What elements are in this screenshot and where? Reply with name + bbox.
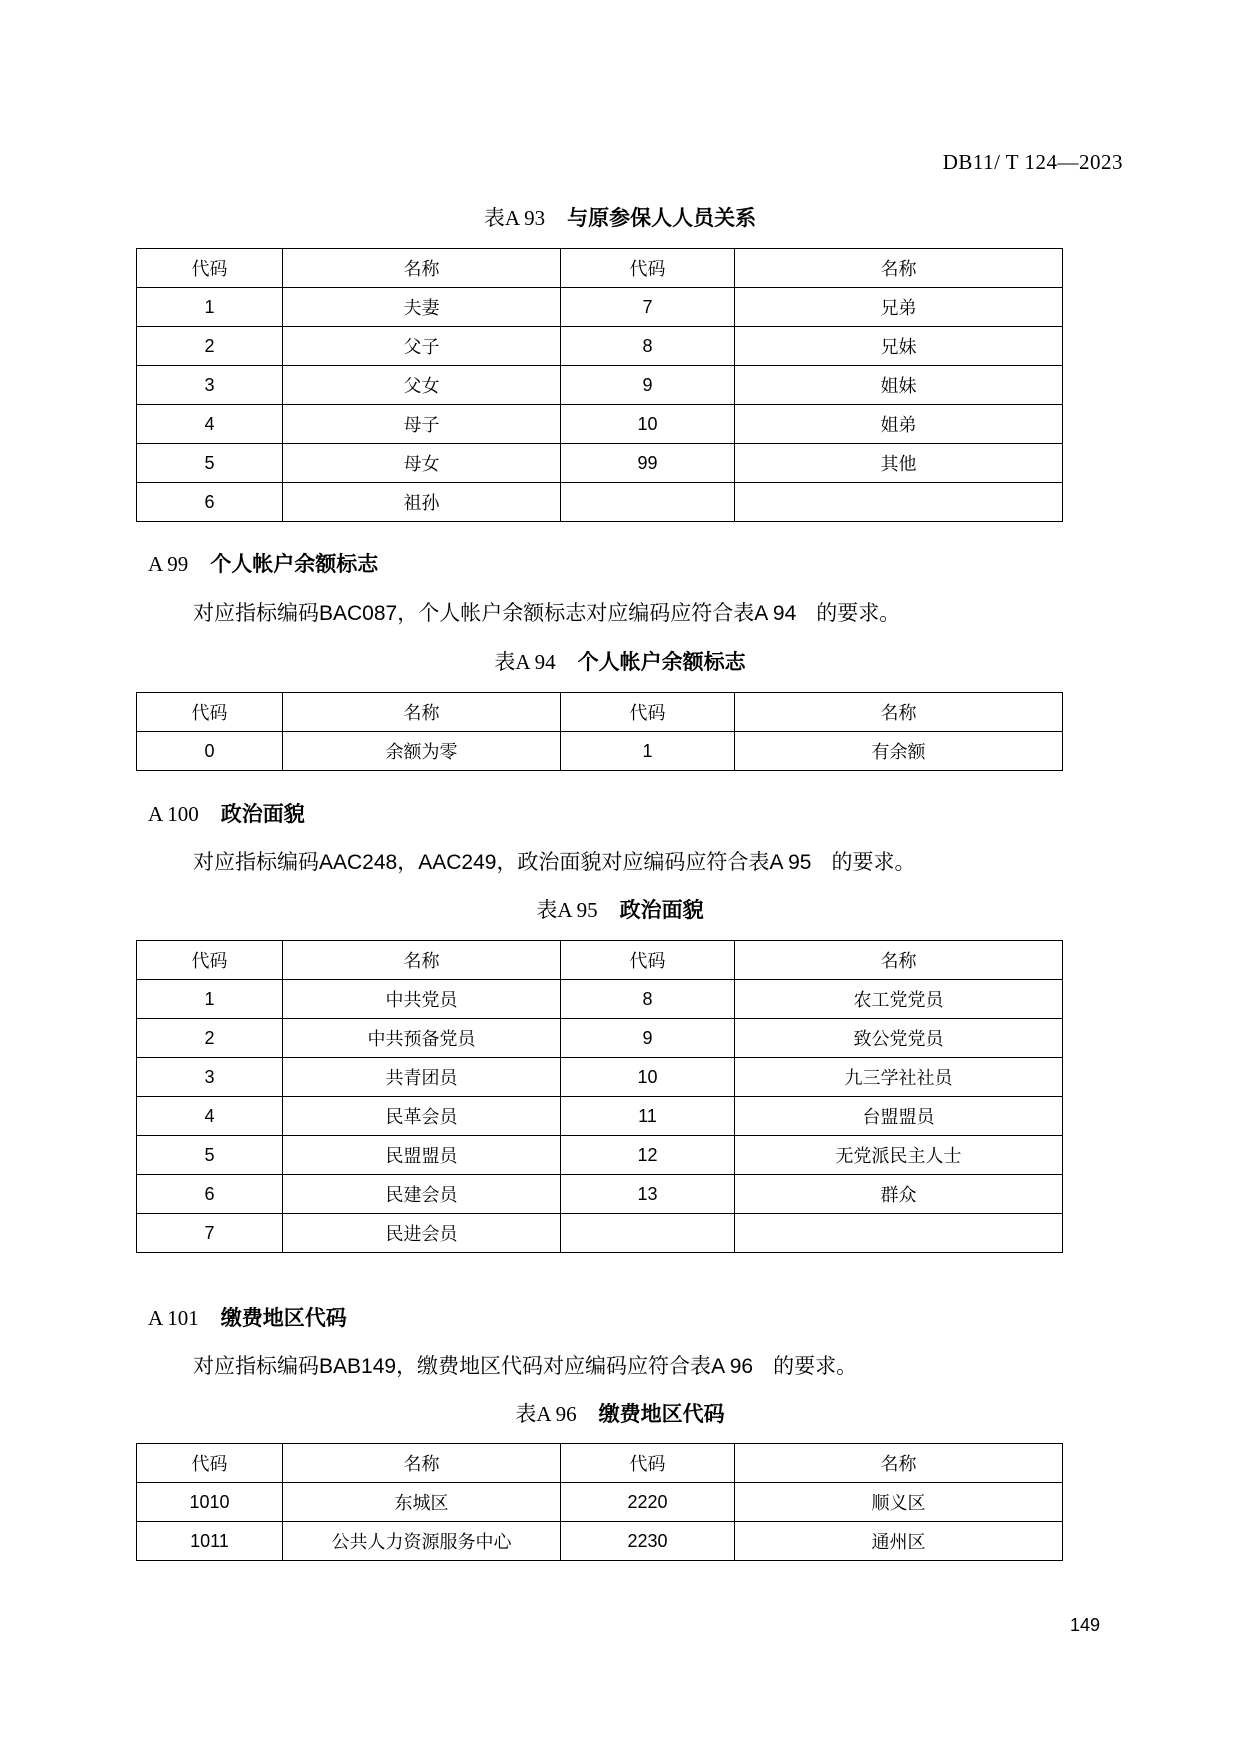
- table-row: [137, 1214, 1063, 1253]
- para-text: 对应指标编码: [193, 601, 319, 625]
- code-cell: 代码: [561, 1444, 735, 1483]
- table-95-caption: [0, 894, 1240, 924]
- table-row: [137, 483, 1063, 522]
- table-ref: A 95: [769, 851, 812, 874]
- name-cell: 中共预备党员: [283, 1019, 561, 1058]
- table-93: [136, 248, 1063, 522]
- name-cell: 其他: [735, 444, 1063, 483]
- code-cell: 0: [137, 732, 283, 771]
- paragraph-a100: [193, 846, 916, 876]
- name-cell: 名称: [283, 941, 561, 980]
- code-cell: 2: [137, 327, 283, 366]
- caption-number: 表A 94: [494, 650, 556, 674]
- document-header: DB11/ T 124—2023: [942, 150, 1123, 174]
- name-cell: 无党派民主人士: [735, 1136, 1063, 1175]
- table-header-row: [137, 941, 1063, 980]
- name-cell: 姐弟: [735, 405, 1063, 444]
- code-cell: 8: [561, 327, 735, 366]
- para-text: ，个人帐户余额标志对应编码应符合表: [397, 601, 755, 625]
- code-cell: 5: [137, 444, 283, 483]
- code-cell: 6: [137, 1175, 283, 1214]
- table-row: [137, 1522, 1063, 1561]
- indicator-code: AAC248，AAC249: [319, 851, 497, 874]
- name-cell: 兄弟: [735, 288, 1063, 327]
- section-title: 政治面貌: [220, 802, 305, 826]
- name-cell: 台盟盟员: [735, 1097, 1063, 1136]
- name-cell: 父女: [283, 366, 561, 405]
- table-row: [137, 1058, 1063, 1097]
- table-ref: A 96: [711, 1355, 754, 1378]
- code-cell: 7: [561, 288, 735, 327]
- code-cell: 代码: [137, 941, 283, 980]
- code-cell: 1: [561, 732, 735, 771]
- name-cell: 父子: [283, 327, 561, 366]
- table-row: [137, 1175, 1063, 1214]
- table-row: [137, 1097, 1063, 1136]
- para-text: 的要求。: [831, 850, 916, 874]
- para-text: 的要求。: [773, 1354, 858, 1378]
- para-text: 对应指标编码: [193, 850, 319, 874]
- code-cell: 99: [561, 444, 735, 483]
- table-row: [137, 444, 1063, 483]
- table-row: [137, 288, 1063, 327]
- code-cell: 13: [561, 1175, 735, 1214]
- table-row: [137, 980, 1063, 1019]
- name-cell: 农工党党员: [735, 980, 1063, 1019]
- table-row: [137, 366, 1063, 405]
- table-row: [137, 1483, 1063, 1522]
- code-cell: 代码: [561, 941, 735, 980]
- code-cell: 代码: [137, 693, 283, 732]
- name-cell: 夫妻: [283, 288, 561, 327]
- table-ref: A 94: [754, 602, 797, 625]
- table-row: [137, 327, 1063, 366]
- name-cell: 兄妹: [735, 327, 1063, 366]
- code-cell: 代码: [137, 1444, 283, 1483]
- code-cell: 9: [561, 1019, 735, 1058]
- table-row: [137, 405, 1063, 444]
- table-header-row: [137, 693, 1063, 732]
- para-text: 对应指标编码: [193, 1354, 319, 1378]
- name-cell: 中共党员: [283, 980, 561, 1019]
- code-cell: 7: [137, 1214, 283, 1253]
- section-number: A 100: [148, 802, 199, 826]
- code-cell: 2: [137, 1019, 283, 1058]
- section-heading-a99: [148, 548, 378, 578]
- paragraph-a99: [193, 597, 900, 627]
- table-94: [136, 692, 1063, 771]
- table-row: [137, 1136, 1063, 1175]
- name-cell: 九三学社社员: [735, 1058, 1063, 1097]
- name-cell: 名称: [283, 249, 561, 288]
- caption-number: 表A 93: [483, 206, 546, 230]
- name-cell: 母子: [283, 405, 561, 444]
- code-cell: [561, 1214, 735, 1253]
- code-cell: 12: [561, 1136, 735, 1175]
- code-cell: 4: [137, 405, 283, 444]
- code-cell: 8: [561, 980, 735, 1019]
- name-cell: 民革会员: [283, 1097, 561, 1136]
- code-cell: 9: [561, 366, 735, 405]
- section-number: A 101: [148, 1306, 199, 1330]
- code-cell: 代码: [561, 693, 735, 732]
- name-cell: 致公党党员: [735, 1019, 1063, 1058]
- name-cell: 共青团员: [283, 1058, 561, 1097]
- name-cell: 名称: [735, 693, 1063, 732]
- name-cell: 民进会员: [283, 1214, 561, 1253]
- table-95: [136, 940, 1063, 1253]
- name-cell: 姐妹: [735, 366, 1063, 405]
- caption-title: 与原参保人人员关系: [567, 206, 757, 230]
- code-cell: 代码: [561, 249, 735, 288]
- indicator-code: BAB149: [319, 1355, 397, 1378]
- code-cell: 3: [137, 366, 283, 405]
- code-cell: 2220: [561, 1483, 735, 1522]
- name-cell: 顺义区: [735, 1483, 1063, 1522]
- code-cell: 1011: [137, 1522, 283, 1561]
- name-cell: 祖孙: [283, 483, 561, 522]
- para-text: ，政治面貌对应编码应符合表: [496, 850, 770, 874]
- section-title: 缴费地区代码: [220, 1306, 347, 1330]
- name-cell: 有余额: [735, 732, 1063, 771]
- code-cell: 2230: [561, 1522, 735, 1561]
- caption-title: 政治面貌: [619, 898, 704, 922]
- section-heading-a101: [148, 1302, 347, 1332]
- name-cell: 群众: [735, 1175, 1063, 1214]
- table-96: [136, 1443, 1063, 1561]
- caption-title: 个人帐户余额标志: [577, 650, 746, 674]
- code-cell: 6: [137, 483, 283, 522]
- name-cell: 名称: [283, 1444, 561, 1483]
- table-row: [137, 732, 1063, 771]
- name-cell: 民建会员: [283, 1175, 561, 1214]
- code-cell: 3: [137, 1058, 283, 1097]
- name-cell: 公共人力资源服务中心: [283, 1522, 561, 1561]
- paragraph-a101: [193, 1350, 857, 1380]
- table-header-row: [137, 1444, 1063, 1483]
- table-header-row: [137, 249, 1063, 288]
- code-cell: 5: [137, 1136, 283, 1175]
- table-93-caption: [0, 202, 1240, 232]
- caption-number: 表A 96: [515, 1402, 577, 1426]
- name-cell: 名称: [735, 941, 1063, 980]
- name-cell: 名称: [735, 1444, 1063, 1483]
- code-cell: [561, 483, 735, 522]
- table-96-caption: [0, 1398, 1240, 1428]
- section-heading-a100: [148, 798, 305, 828]
- name-cell: 余额为零: [283, 732, 561, 771]
- caption-number: 表A 95: [536, 898, 598, 922]
- page-number: 149: [1069, 1615, 1100, 1635]
- code-cell: 代码: [137, 249, 283, 288]
- para-text: 的要求。: [816, 601, 901, 625]
- section-number: A 99: [148, 552, 189, 576]
- indicator-code: BAC087: [319, 602, 398, 625]
- section-title: 个人帐户余额标志: [210, 552, 379, 576]
- name-cell: 民盟盟员: [283, 1136, 561, 1175]
- code-cell: 1: [137, 288, 283, 327]
- code-cell: 10: [561, 1058, 735, 1097]
- caption-title: 缴费地区代码: [598, 1402, 725, 1426]
- code-cell: 1: [137, 980, 283, 1019]
- code-cell: 1010: [137, 1483, 283, 1522]
- name-cell: [735, 1214, 1063, 1253]
- name-cell: [735, 483, 1063, 522]
- code-cell: 11: [561, 1097, 735, 1136]
- code-cell: 10: [561, 405, 735, 444]
- para-text: ，缴费地区代码对应编码应符合表: [396, 1354, 712, 1378]
- table-row: [137, 1019, 1063, 1058]
- name-cell: 通州区: [735, 1522, 1063, 1561]
- name-cell: 名称: [735, 249, 1063, 288]
- name-cell: 名称: [283, 693, 561, 732]
- code-cell: 4: [137, 1097, 283, 1136]
- name-cell: 母女: [283, 444, 561, 483]
- name-cell: 东城区: [283, 1483, 561, 1522]
- table-94-caption: [0, 646, 1240, 676]
